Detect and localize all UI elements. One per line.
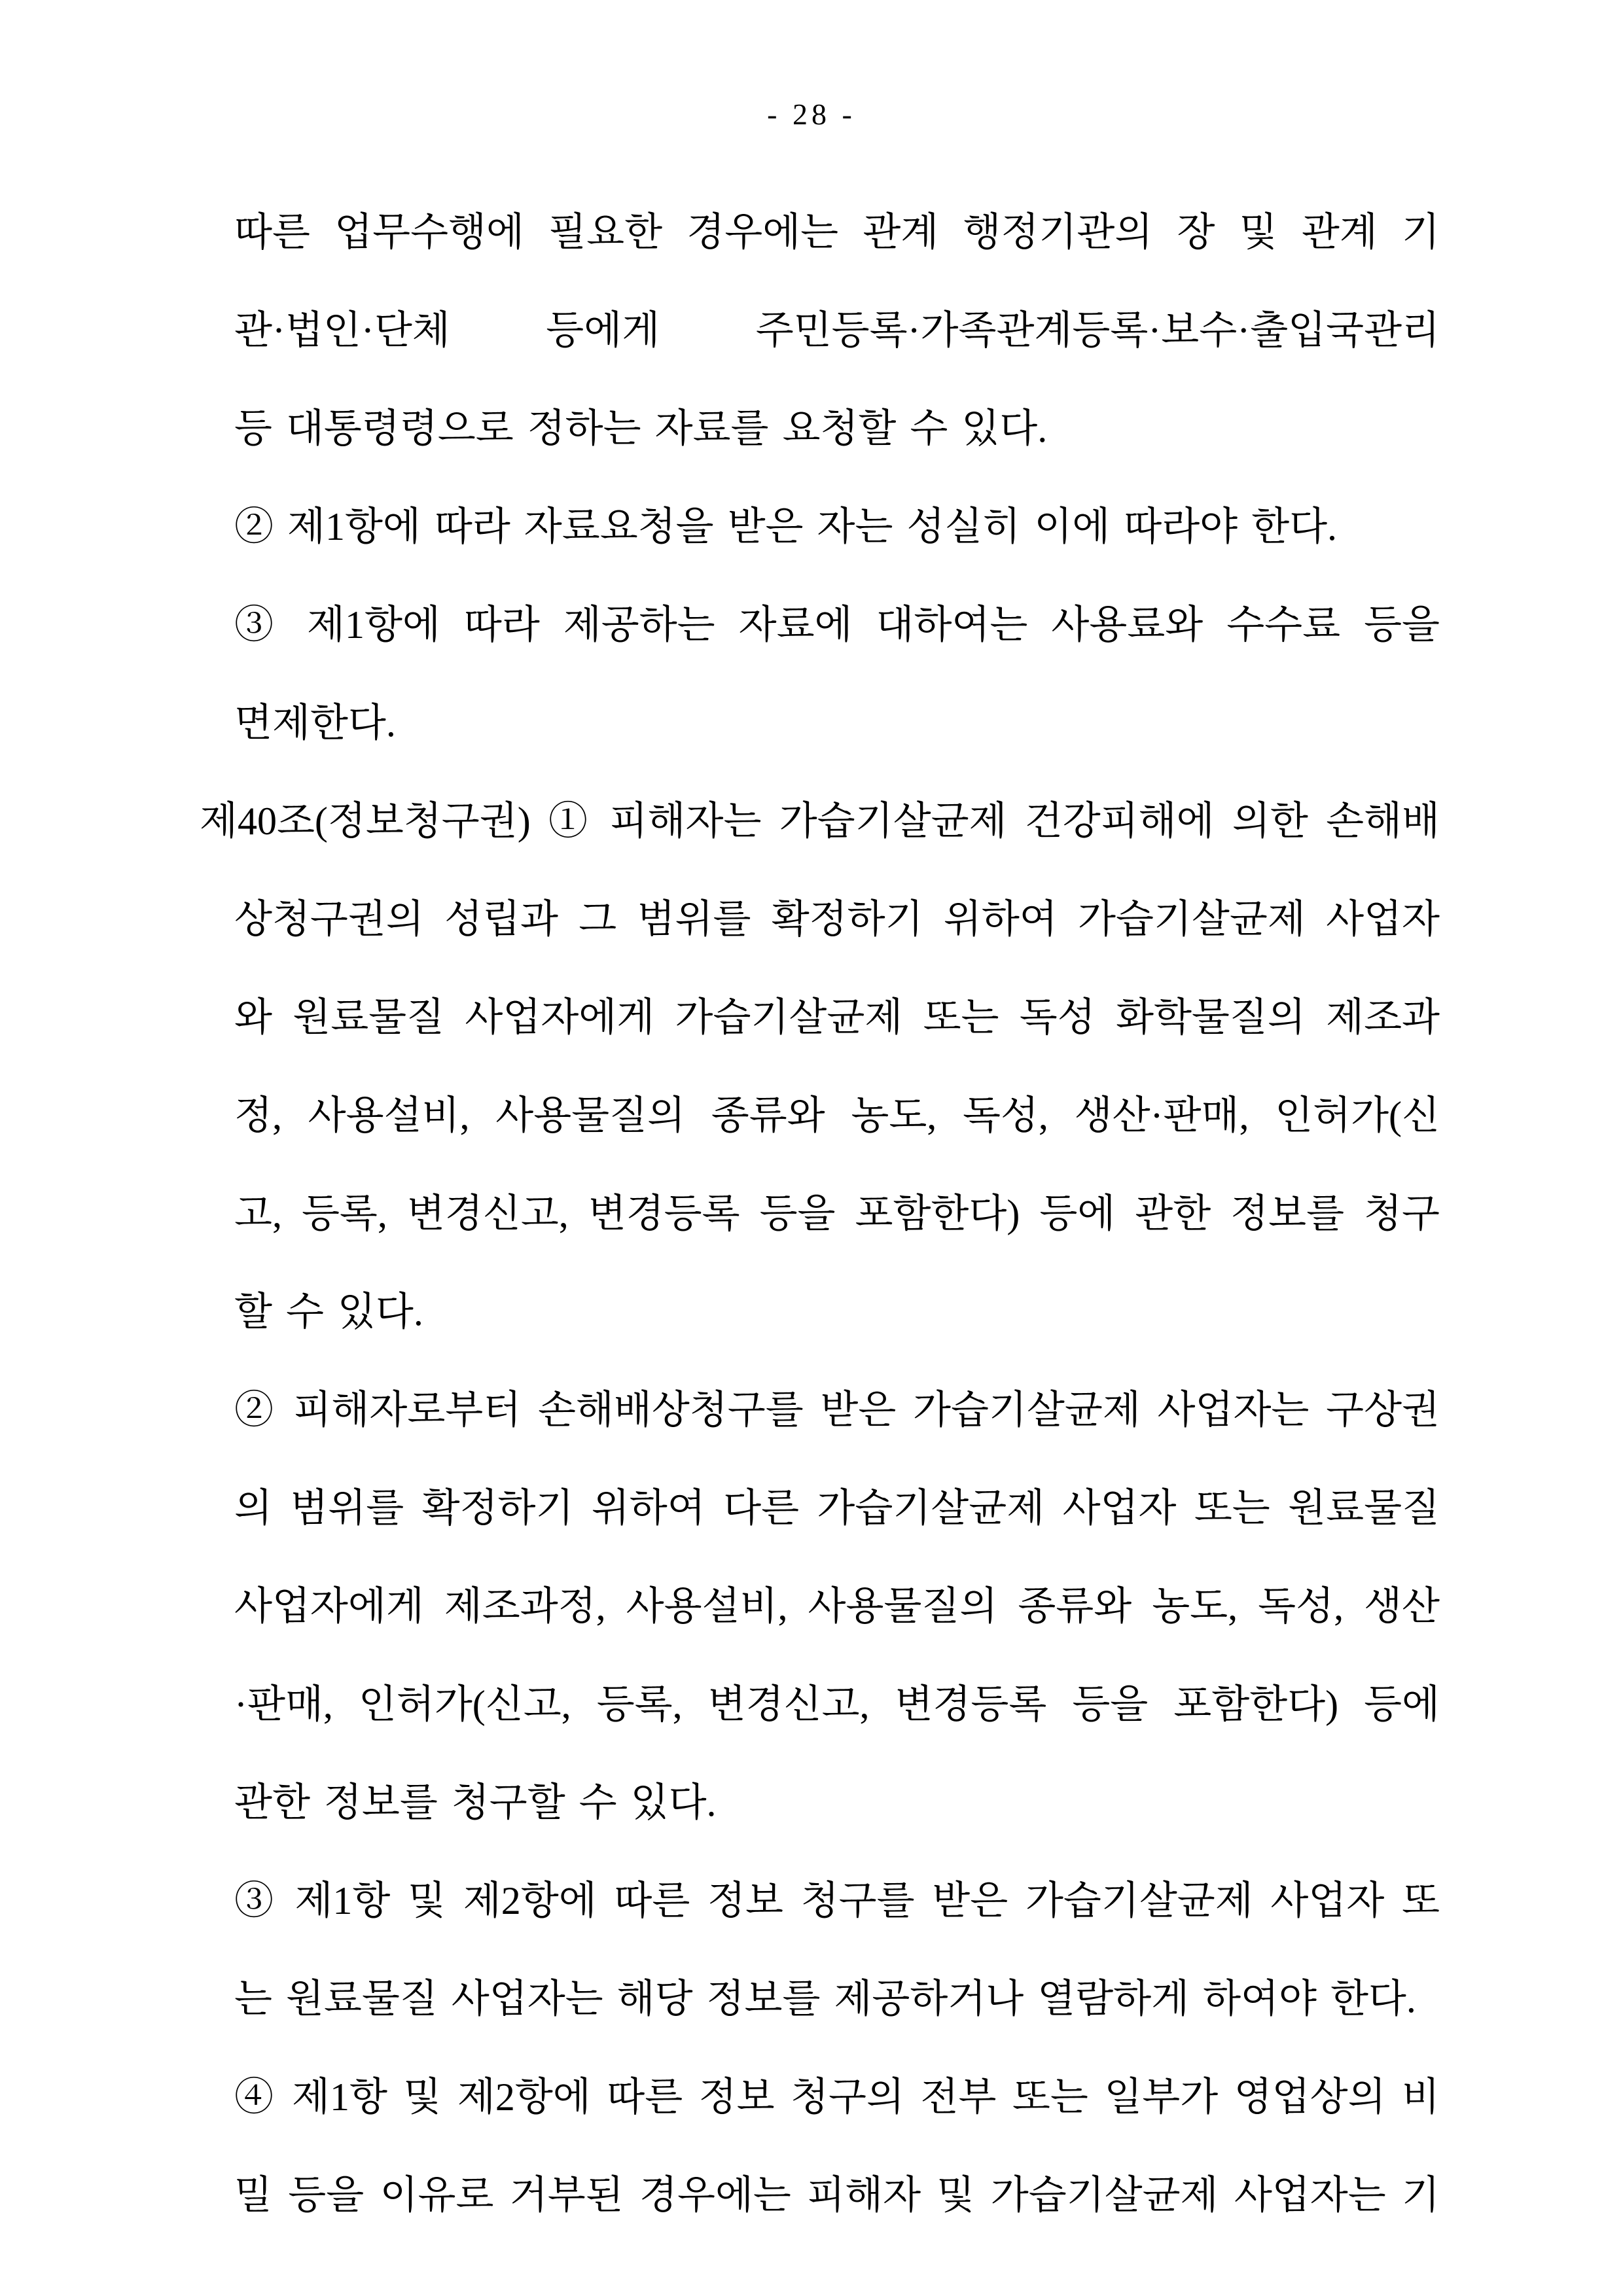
- text-line: 사업자에게 제조과정, 사용설비, 사용물질의 종류와 농도, 독성, 생산: [234, 1585, 1440, 1628]
- text-line: ③ 제1항 및 제2항에 따른 정보 청구를 받은 가습기살균제 사업자 또: [234, 1879, 1440, 1922]
- text-line: ③ 제1항에 따라 제공하는 자료에 대하여는 사용료와 수수료 등을: [234, 603, 1440, 646]
- page-number: - 28 -: [767, 97, 856, 131]
- text-line: 등 대통령령으로 정하는 자료를 요청할 수 있다.: [234, 407, 1048, 450]
- text-line: 관한 정보를 청구할 수 있다.: [234, 1781, 717, 1824]
- text-line: ② 피해자로부터 손해배상청구를 받은 가습기살균제 사업자는 구상권: [234, 1388, 1440, 1432]
- text-line: 밀 등을 이유로 거부된 경우에는 피해자 및 가습기살균제 사업자는 기: [234, 2174, 1440, 2217]
- text-line: 정, 사용설비, 사용물질의 종류와 농도, 독성, 생산·판매, 인허가(신: [234, 1094, 1440, 1137]
- text-line: 의 범위를 확정하기 위하여 다른 가습기살균제 사업자 또는 원료물질: [234, 1487, 1440, 1530]
- text-line: 와 원료물질 사업자에게 가습기살균제 또는 독성 화학물질의 제조과: [234, 996, 1440, 1039]
- text-line: ·판매, 인허가(신고, 등록, 변경신고, 변경등록 등을 포함한다) 등에: [234, 1683, 1440, 1726]
- text-line: ② 제1항에 따라 자료요청을 받은 자는 성실히 이에 따라야 한다.: [234, 505, 1338, 548]
- document-body: [0, 183, 1623, 2244]
- text-line: 따른 업무수행에 필요한 경우에는 관계 행정기관의 장 및 관계 기: [234, 211, 1440, 254]
- text-line: 할 수 있다.: [234, 1290, 423, 1333]
- text-line: 상청구권의 성립과 그 범위를 확정하기 위하여 가습기살균제 사업자: [234, 898, 1440, 941]
- text-line: ④ 제1항 및 제2항에 따른 정보 청구의 전부 또는 일부가 영업상의 비: [234, 2075, 1440, 2119]
- text-line-article-head: 제40조(정보청구권) ① 피해자는 가습기살균제 건강피해에 의한 손해배: [200, 800, 1440, 843]
- text-line: 고, 등록, 변경신고, 변경등록 등을 포함한다) 등에 관한 정보를 청구: [234, 1192, 1440, 1235]
- text-line: 는 원료물질 사업자는 해당 정보를 제공하거나 열람하게 하여야 한다.: [234, 1977, 1416, 2021]
- text-line: 면제한다.: [234, 701, 396, 745]
- text-line: 관·법인·단체 등에게 주민등록·가족관계등록·보수·출입국관리: [234, 309, 1440, 352]
